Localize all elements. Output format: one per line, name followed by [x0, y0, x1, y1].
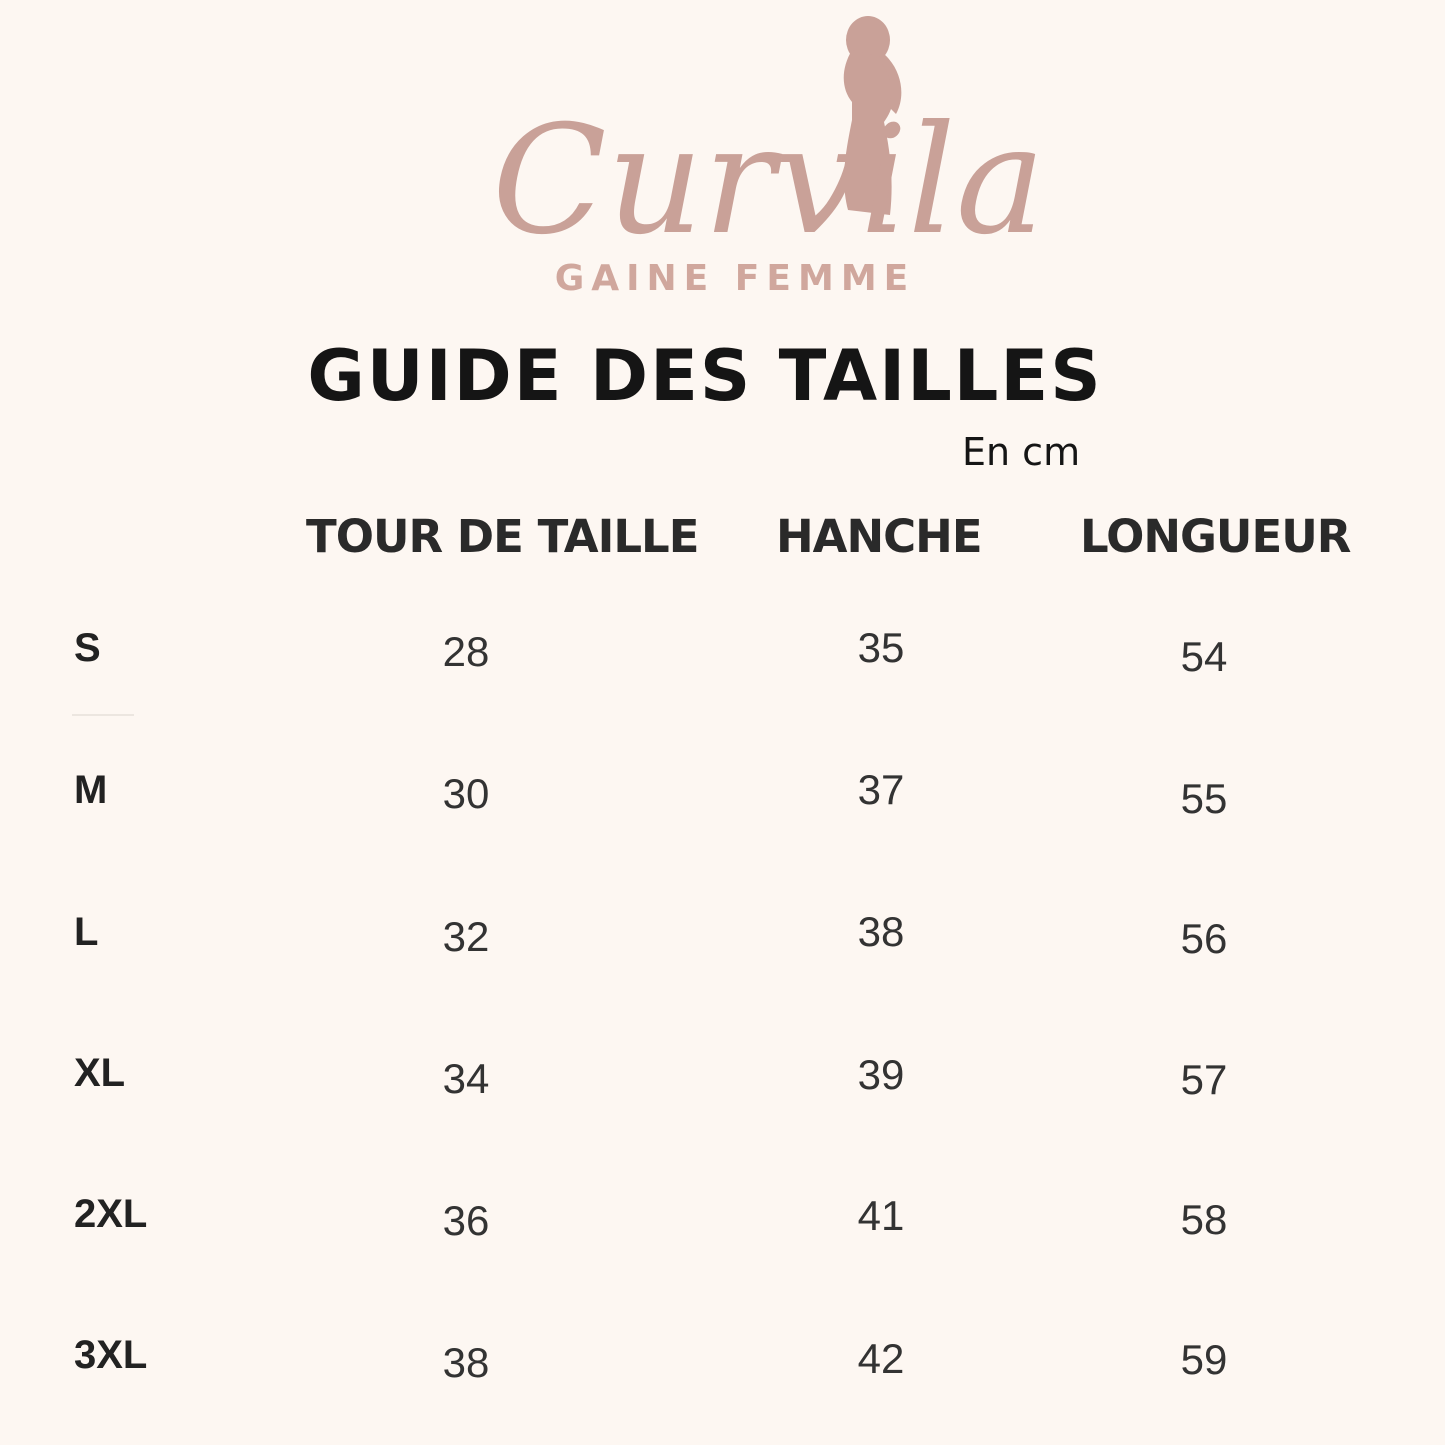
longueur-value: 59 — [1180, 1336, 1228, 1383]
table-row — [0, 1333, 1445, 1393]
logo-tagline: GAINE FEMME — [554, 258, 916, 299]
hanche-value: 38 — [857, 908, 905, 955]
size-label: M — [74, 768, 108, 812]
size-label: XL — [74, 1051, 126, 1095]
tour-de-taille-value: 36 — [442, 1197, 490, 1244]
table-row — [0, 1051, 1445, 1111]
hanche-value: 35 — [857, 624, 905, 671]
tour-de-taille-value: 32 — [442, 913, 490, 960]
size-label: L — [74, 910, 99, 954]
longueur-value: 56 — [1180, 915, 1228, 962]
longueur-value: 57 — [1180, 1056, 1228, 1103]
table-row — [0, 768, 1445, 828]
hanche-value: 39 — [857, 1051, 905, 1098]
brand-logo-graphic — [480, 10, 1046, 268]
table-row — [0, 910, 1445, 970]
hanche-value: 42 — [857, 1335, 905, 1382]
size-label: 3XL — [74, 1333, 148, 1377]
tour-de-taille-value: 38 — [442, 1339, 490, 1386]
logo-wordmark: Curvila — [492, 94, 1046, 268]
unit-label: En cm — [962, 430, 1081, 474]
table-row — [0, 1192, 1445, 1252]
hanche-value: 41 — [857, 1192, 905, 1239]
column-header-longueur: LONGUEUR — [1080, 510, 1351, 563]
tour-de-taille-value: 28 — [442, 628, 490, 675]
brand-logo — [480, 10, 1046, 300]
longueur-value: 54 — [1180, 633, 1228, 680]
row-divider — [72, 714, 134, 716]
hanche-value: 37 — [857, 766, 905, 813]
page-title: GUIDE DES TAILLES — [307, 335, 1103, 417]
column-header-tour-de-taille: TOUR DE TAILLE — [306, 510, 699, 563]
size-label: 2XL — [74, 1192, 148, 1236]
tour-de-taille-value: 30 — [442, 770, 490, 817]
column-header-hanche: HANCHE — [776, 510, 982, 563]
size-label: S — [74, 626, 101, 670]
longueur-value: 58 — [1180, 1196, 1228, 1243]
longueur-value: 55 — [1180, 775, 1228, 822]
table-row — [0, 626, 1445, 686]
tour-de-taille-value: 34 — [442, 1055, 490, 1102]
